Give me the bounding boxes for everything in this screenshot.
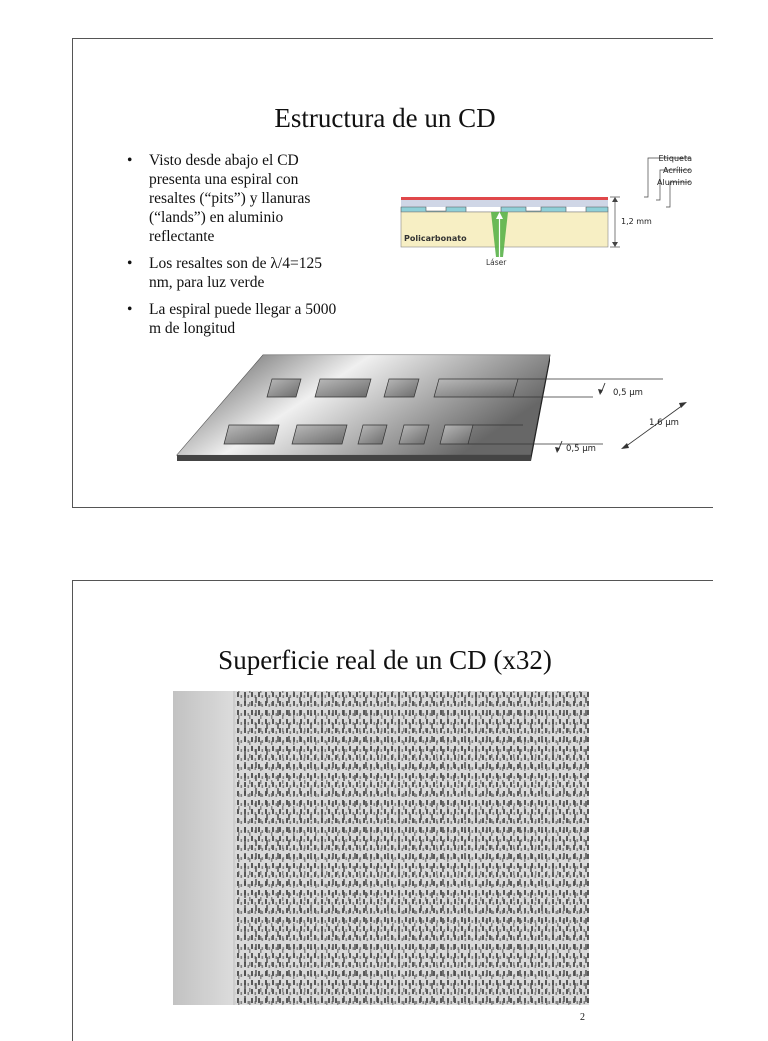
pit — [358, 425, 387, 444]
pit — [440, 425, 473, 444]
cd-cross-section-diagram — [398, 149, 698, 269]
etiqueta-label: Etiqueta — [658, 154, 692, 163]
slide-1-bullets — [121, 151, 371, 346]
arrow-head-icon — [621, 443, 629, 449]
label-layer — [401, 197, 608, 200]
pit — [384, 379, 419, 397]
slide-2 — [72, 580, 713, 1041]
width-top-label: 0,5 µm — [613, 388, 643, 398]
policarbonato-label: Policarbonato — [404, 234, 467, 243]
micrograph-haze — [173, 691, 589, 1005]
aluminio-label: Aluminio — [657, 178, 692, 187]
pit — [292, 425, 347, 444]
bullet-line: Visto desde abajo el CD — [149, 152, 299, 169]
bullet-line: Los resaltes son de λ/4=125 — [149, 255, 322, 272]
micrograph-image — [173, 691, 589, 1005]
bullet-line: nm, para luz verde — [149, 274, 265, 291]
width-bottom-label: 0,5 µm — [566, 444, 596, 454]
pit — [267, 379, 301, 397]
pit — [434, 379, 518, 397]
thickness-arrow-up — [612, 197, 618, 202]
bullet-line: reflectante — [149, 228, 215, 245]
bullet-line: (“lands”) en aluminio — [149, 209, 284, 226]
pit — [224, 425, 279, 444]
bullet-line: m de longitud — [149, 320, 236, 337]
acrilico-label: Acrílico — [663, 166, 692, 175]
pitch-label: 1,6 µm — [649, 418, 679, 428]
disc-plate-edge — [177, 455, 531, 461]
bullet-dot-icon: • — [127, 301, 133, 318]
pit — [315, 379, 371, 397]
pits-perspective-diagram — [173, 351, 693, 507]
bullet-item — [121, 151, 371, 246]
bullet-line: resaltes (“pits”) y llanuras — [149, 190, 311, 207]
cd-surface-micrograph — [173, 691, 589, 1005]
bullet-line: La espiral puede llegar a 5000 — [149, 301, 337, 318]
bullet-item — [121, 300, 371, 338]
page-number: 2 — [580, 1012, 585, 1023]
bullet-dot-icon: • — [127, 152, 133, 169]
slide-2-title: Superficie real de un CD (x32) — [218, 645, 552, 675]
bullet-line: presenta una espiral con — [149, 171, 299, 188]
thickness-arrow-down — [612, 242, 618, 247]
acrylic-layer — [401, 200, 608, 207]
bullet-dot-icon: • — [127, 255, 133, 272]
bullet-item — [121, 254, 371, 292]
laser-label: Láser — [486, 258, 507, 267]
slide-1-title: Estructura de un CD — [274, 103, 496, 133]
arrow-head-icon — [598, 389, 603, 395]
arrow-head-icon — [555, 447, 560, 453]
thickness-label: 1,2 mm — [621, 217, 652, 226]
pit — [399, 425, 429, 444]
slide-1 — [72, 38, 713, 508]
